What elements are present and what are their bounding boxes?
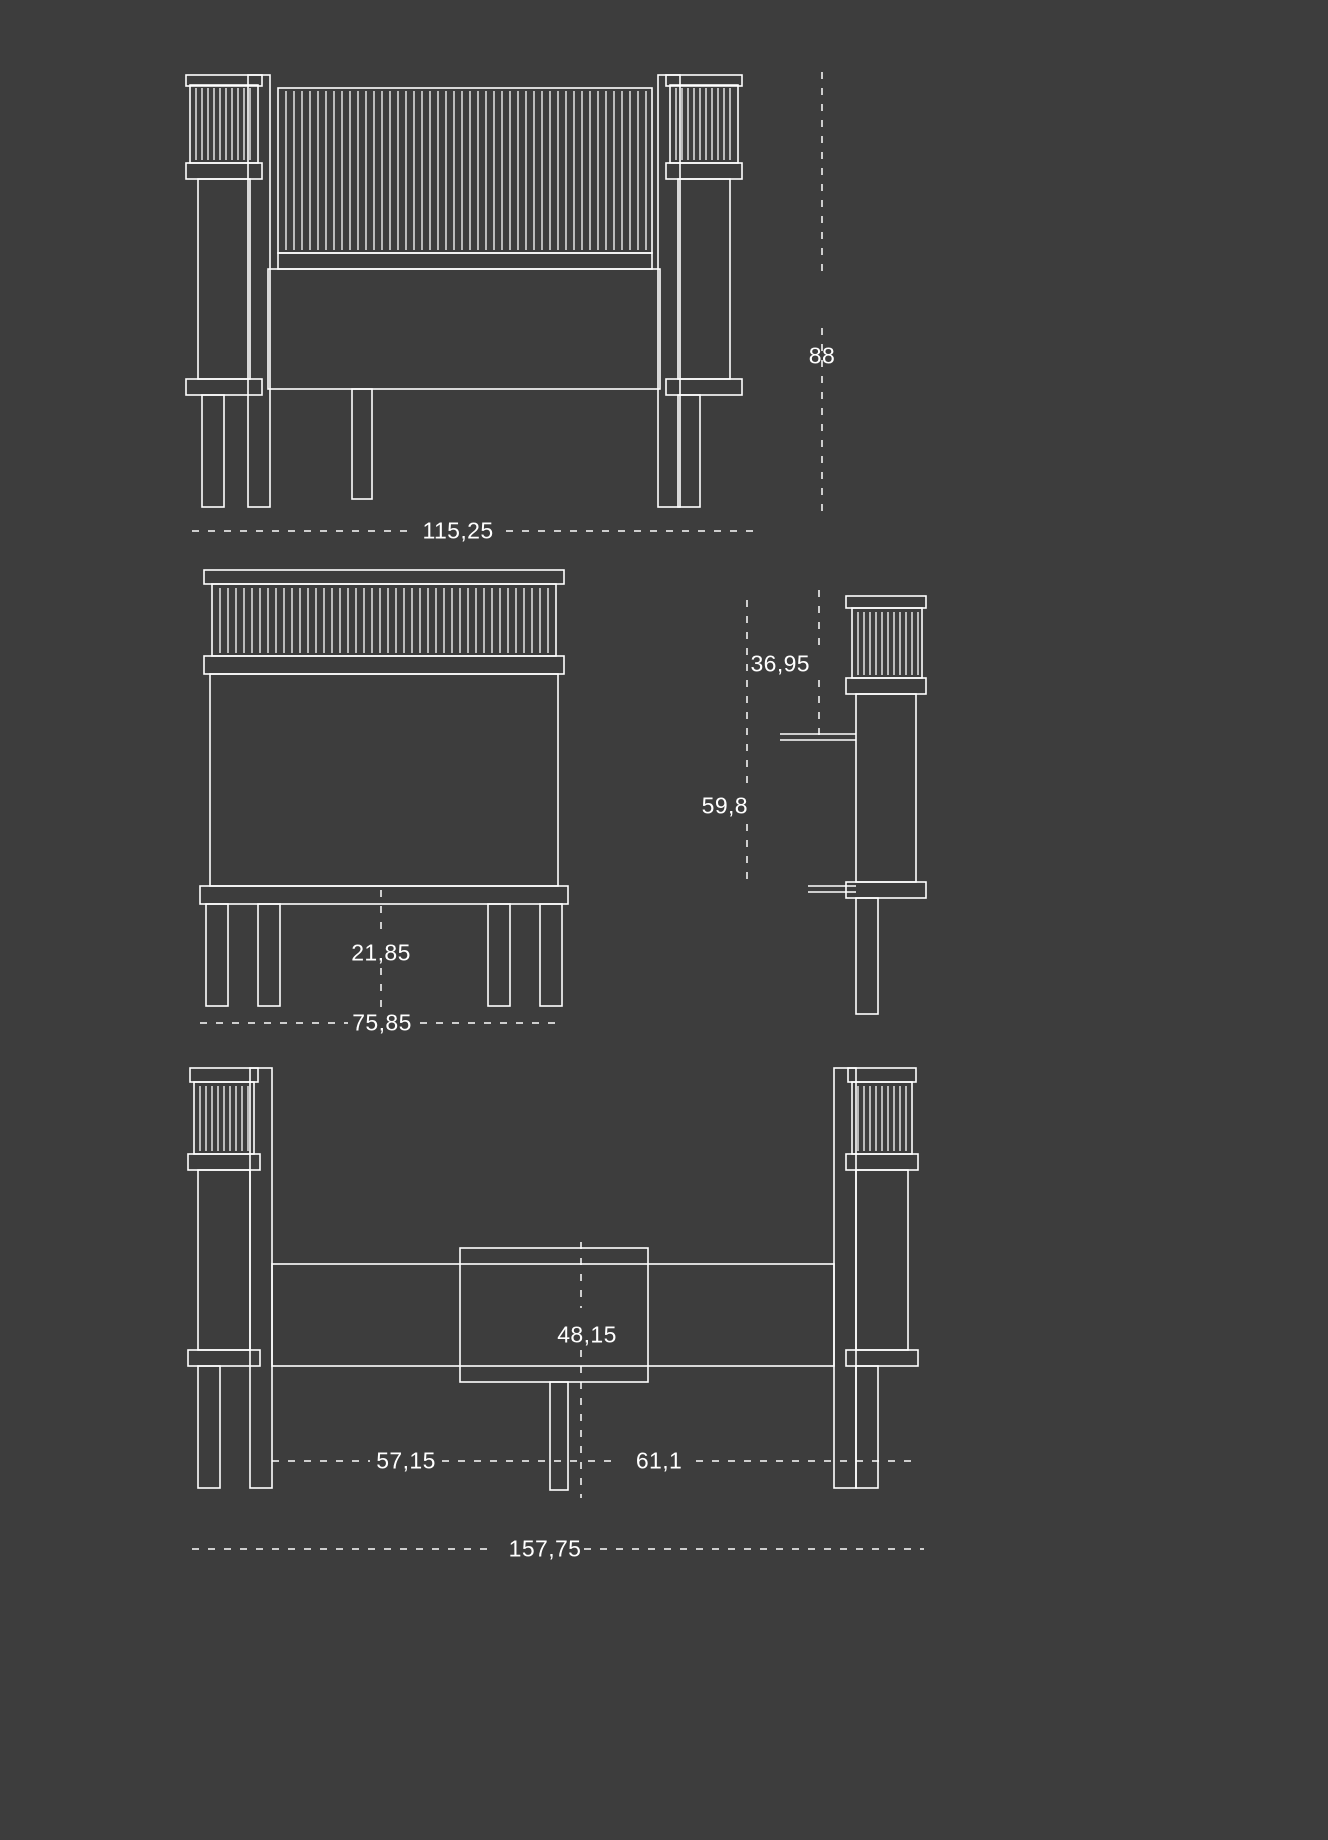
side-slat-group (858, 612, 918, 675)
dim-label-88: 88 (808, 342, 836, 369)
left-vertical-post (248, 75, 270, 507)
side-mid-rail (846, 678, 926, 694)
centre-leg (352, 389, 372, 499)
plan-right-body (856, 1170, 908, 1350)
top-plan-view (180, 1058, 940, 1508)
right-side-body (678, 179, 730, 379)
plan-right-slat-group (858, 1086, 906, 1151)
dim-label-75-85: 75,85 (352, 1009, 412, 1036)
dimension-height-36-95 (808, 588, 830, 748)
back-slat-frame (212, 584, 556, 656)
dim-label-59-8: 59,8 (701, 792, 748, 819)
back-leg-far-left (206, 904, 228, 1006)
plan-left-body (198, 1170, 250, 1350)
plan-right-top-rail (848, 1068, 916, 1082)
dim-label-21-85: 21,85 (351, 939, 411, 966)
right-slat-group (676, 88, 730, 160)
right-vertical-post (658, 75, 680, 507)
mid-cap-rail (204, 656, 564, 674)
right-front-leg (678, 395, 700, 507)
plan-centre-leg (550, 1382, 568, 1490)
plan-left-top-rail (190, 1068, 258, 1082)
left-bottom-rail (186, 163, 262, 179)
plan-left-leg (198, 1366, 220, 1488)
side-top-rail (846, 596, 926, 608)
plan-centre-block (460, 1248, 648, 1382)
top-cap-rail (204, 570, 564, 584)
mattress-box (268, 269, 660, 389)
dim-label-157-75: 157,75 (508, 1535, 582, 1562)
back-leg-left (258, 904, 280, 1006)
side-leg (856, 898, 878, 1014)
dim-label-61-1: 61,1 (635, 1447, 683, 1474)
dim-label-48-15: 48,15 (557, 1321, 617, 1348)
side-base-rail (846, 882, 926, 898)
headboard-lower-rail (278, 253, 652, 269)
back-slat-group (220, 588, 548, 653)
back-body-panel (210, 674, 558, 886)
plan-left-mid-rail (188, 1154, 260, 1170)
front-elevation-view (180, 60, 800, 530)
plan-left-base-rail (188, 1350, 260, 1366)
right-base-rail (666, 379, 742, 395)
dim-label-115-25: 115,25 (422, 517, 494, 544)
left-base-rail (186, 379, 262, 395)
left-side-body (198, 179, 250, 379)
back-leg-right (488, 904, 510, 1006)
headboard-slat-group (286, 91, 646, 250)
dimension-height-59-8 (736, 598, 758, 888)
back-leg-far-right (540, 904, 562, 1006)
plan-connecting-rail (272, 1264, 834, 1366)
dim-label-36-95: 36,95 (750, 650, 810, 677)
side-body (856, 694, 916, 882)
plan-left-slat-group (200, 1086, 248, 1151)
right-bottom-rail (666, 163, 742, 179)
dim-label-57-15: 57,15 (376, 1447, 436, 1474)
dimension-height-88 (800, 60, 860, 530)
left-slat-group (196, 88, 250, 160)
left-front-leg (202, 395, 224, 507)
